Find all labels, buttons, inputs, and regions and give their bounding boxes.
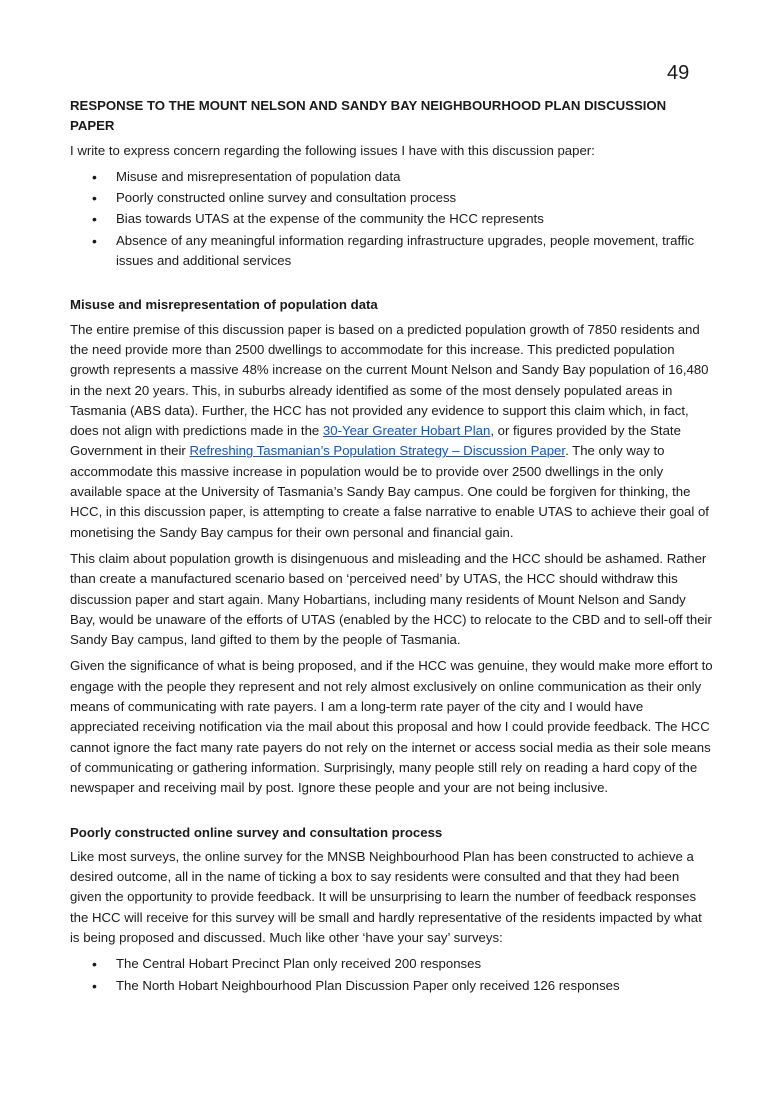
- section-heading-population: Misuse and misrepresentation of population data: [70, 297, 378, 313]
- document-heading: RESPONSE TO THE MOUNT NELSON AND SANDY BAY NEIGHBOURHOOD PLAN DISCUSSION PAPER: [70, 98, 667, 134]
- paragraph: The entire premise of this discussion paper is based on a predicted population growth of 7850 residents and the need provide more than 2500 dwellings to accommodate for this increase. This predicted population growth represents a massive 48% increase on the current Mount Nelson and Sandy Bay population of 16,480 in the next 20 years. This, in suburbs already identified as some of the most densely populated areas in Tasmania (ABS data). Further, the HCC has not provided any evidence to support this claim which, in fact, does not align with predictions made in the 30-Year Greater Hobart Plan, or figures provided by the State Government in their Refreshing Tasmanian’s Population Strategy – Discussion Paper. The only way to accommodate this massive increase in population would be to provide over 2500 dwellings in the only available space at the University of Tasmania’s Sandy Bay campus. One could be forgiven for thinking, the HCC, in this discussion paper, is attempting to create a false narrative to enable UTAS to achieve their goal of monetising the Sandy Bay campus for their own personal and financial gain.: [70, 321, 709, 540]
- section-heading-survey: Poorly constructed online survey and consultation process: [70, 824, 443, 840]
- survey-responses-list: [70, 954, 714, 996]
- link-population-strategy[interactable]: Refreshing Tasmanian’s Population Strategy – Discussion Paper: [189, 443, 566, 459]
- list-item: • The Central Hobart Precinct Plan only received 200 responses: [70, 954, 714, 974]
- page-number: 49: [667, 62, 690, 84]
- list-item: • Absence of any meaningful information regarding infrastructure upgrades, people movement, traffic issues and additional services: [70, 231, 714, 272]
- paragraph: This claim about population growth is disingenuous and misleading and the HCC should be ashamed. Rather than create a manufactured scenario based on ‘perceived need’ by UTAS, the HCC should withdraw this discussion paper and start again. Many Hobartians, including many residents of Mount Nelson and Sandy Bay, would be unaware of the efforts of UTAS (enabled by the HCC) to relocate to the CBD and to sell-off their Sandy Bay campus, land gifted to them by the people of Tasmania.: [70, 550, 712, 648]
- list-item: • Bias towards UTAS at the expense of the community the HCC represents: [70, 209, 714, 229]
- paragraph: Given the significance of what is being proposed, and if the HCC was genuine, they would make more effort to engage with the people they represent and not rely almost exclusively on online communication as their only means of communicating with rate payers. I am a long-term rate payer of the city and I would have appreciated receiving notification via the mail about this proposal and how I could provide feedback. The HCC cannot ignore the fact many rate payers do not rely on the internet or access social media as their sole means of communicating or gathering information. Surprisingly, many people still rely on reading a hard copy of the newspaper and receiving mail by post. Ignore these people and your are not being inclusive.: [70, 658, 713, 796]
- link-greater-hobart-plan[interactable]: 30-Year Greater Hobart Plan: [322, 423, 491, 439]
- list-item: • Misuse and misrepresentation of population data: [70, 167, 714, 187]
- list-item: • The North Hobart Neighbourhood Plan Discussion Paper only received 126 responses: [70, 976, 714, 996]
- intro-paragraph: I write to express concern regarding the following issues I have with this discussion paper:: [70, 142, 595, 158]
- document-body: [70, 96, 714, 1002]
- issues-list: [70, 167, 714, 271]
- list-item: • Poorly constructed online survey and consultation process: [70, 188, 714, 208]
- paragraph: Like most surveys, the online survey for the MNSB Neighbourhood Plan has been constructed to achieve a desired outcome, all in the name of ticking a box to say residents were consulted and that they had been given the opportunity to provide feedback. It will be unsurprising to learn the number of feedback responses the HCC will receive for this survey will be small and hardly representative of the residents impacted by what is being proposed and discussed. Much like other ‘have your say’ surveys:: [70, 848, 702, 945]
